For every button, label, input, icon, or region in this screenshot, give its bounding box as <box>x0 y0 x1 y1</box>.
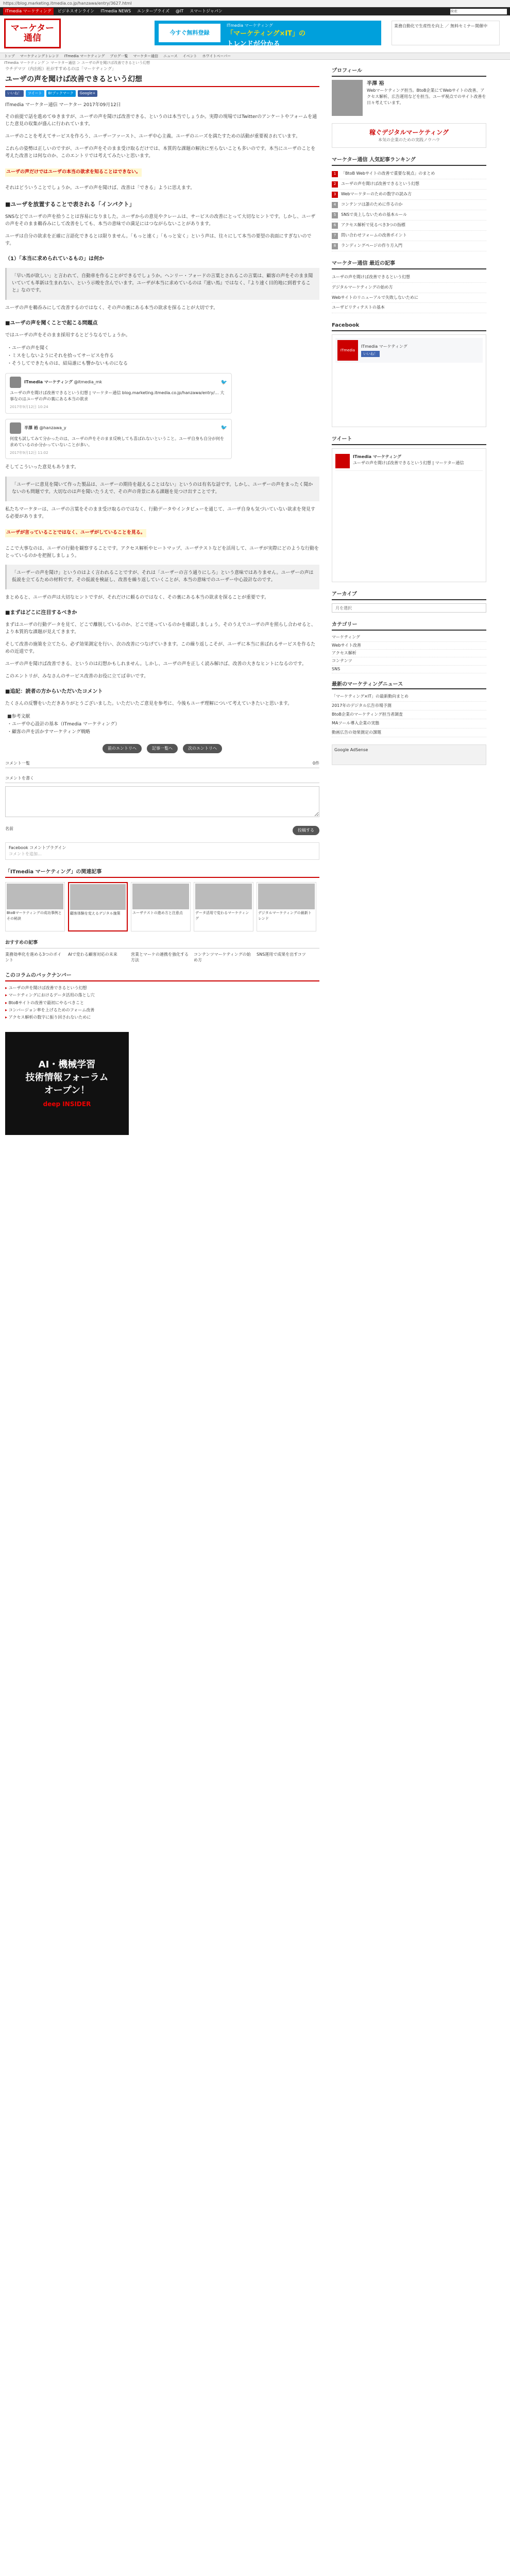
pick-item[interactable]: 営業とマーケの連携を強化する方法 <box>131 952 189 963</box>
main-nav <box>0 53 510 60</box>
tweet-body: 何度も試してみて分かったのは、ユーザの声をそのまま反映しても喜ばれないということ。ユーザ自身も自分が何を求めているのか分かっていないことが多い。 <box>10 436 224 447</box>
ranking-item[interactable]: 2 ユーザの声を聞けば改善できるという幻想 <box>332 179 486 190</box>
facebook-title: Facebook <box>332 320 486 331</box>
section-heading: ■追記：読者の方からいただいたコメント <box>5 688 103 694</box>
paragraph: その前提で話を進めてゆきますが、ユーザの声を聞けば改善できる、というのは本当でしょうか。実際の現場ではTwitterのアンケートやフォームを通じた意見の収集が盛んに行われています。 <box>5 114 317 127</box>
ranking-item[interactable]: 7 問い合わせフォームの改善ポイント <box>332 231 486 241</box>
mainnav-item-6[interactable]: イベント <box>182 54 197 58</box>
site-logo[interactable]: マーケター通信 <box>4 19 61 48</box>
comments-header <box>5 760 319 768</box>
marketing-banner[interactable] <box>332 123 486 148</box>
related-card[interactable]: データ活用で変わるマーケティング <box>194 882 253 931</box>
news-link[interactable]: 2017年のデジタル広告市場予測 <box>332 702 486 710</box>
top-nav <box>0 7 510 15</box>
ranking-item[interactable]: 8 ランディングページの作り方入門 <box>332 241 486 251</box>
category-link[interactable]: アクセス解析 <box>332 650 486 657</box>
paragraph: ユーザの声を鵜呑みにして改善するのではなく、その声の裏にある本当の欲求を探ることが大切です。 <box>5 305 218 311</box>
news-link[interactable]: BtoB企業のマーケティング担当者調査 <box>332 710 486 719</box>
recent-title: マーケター通信 最近の記事 <box>332 259 486 269</box>
header-banner[interactable] <box>155 21 381 48</box>
related-articles <box>5 882 319 931</box>
recent-item[interactable]: Webサイトのリニューアルで失敗しないために <box>332 293 486 303</box>
author-title: プロフィール <box>332 66 486 77</box>
banner-line3: トレンドが分かる <box>227 40 280 48</box>
tweet-button[interactable]: ツイート <box>26 90 44 97</box>
mk-banner-sub: 本気の企業のための実践ノウハウ <box>378 138 440 142</box>
sidebar <box>332 66 486 1145</box>
backnumber-link[interactable]: ▸ アクセス解析の数字に振り回されないために <box>5 1014 319 1021</box>
backnumber-list <box>5 985 319 1022</box>
fb-page-icon: ITmedia <box>337 340 358 361</box>
mk-banner-title: 稼ぐデジタルマーケティング <box>369 129 449 136</box>
tweet-author: 半澤 裕 @hanzawa_y <box>24 425 66 430</box>
section-heading: ■ユーザの声を聞くことで起こる問題点 <box>5 320 98 326</box>
blockquote: 「ユーザーの声を聞け」というのはよく言われることですが、それは「ユーザーの言う通りにしろ」という意味ではありません。ユーザーの声は仮説を立てるための材料です。その仮説を検証し、改善を繰り返していくことが、本当の意味でのユーザー中心設計なのです。 <box>5 565 319 589</box>
google-plus-button[interactable]: Google+ <box>78 90 98 97</box>
thumbnail <box>7 884 63 909</box>
fb-comment-input[interactable]: コメントを追加... <box>9 852 42 857</box>
mainnav-item-0[interactable]: トップ <box>4 54 15 58</box>
topnav-item-4[interactable]: @IT <box>175 9 184 13</box>
highlight-text: ユーザの声だけではユーザの本当の欲求を知ることはできない。 <box>5 168 142 177</box>
related-title: 「ITmedia マーケティング」の関連記事 <box>5 867 319 878</box>
pick-item[interactable]: SNS運用で成果を出すコツ <box>257 952 306 957</box>
avatar <box>335 454 350 468</box>
news-link[interactable]: 動画広告の効果測定の課題 <box>332 728 486 737</box>
backnumber-link[interactable]: ▸ BtoBサイトの改善で最初にやるべきこと <box>5 999 319 1007</box>
comment-form-footer <box>5 826 319 835</box>
pick-item[interactable]: 業務効率化を進める3つのポイント <box>5 952 62 963</box>
mainnav-item-4[interactable]: マーケター通信 <box>133 54 158 58</box>
ad-line1: AI・機械学習 <box>38 1059 96 1070</box>
tweet-author: ITmedia マーケティング @itmedia_mk <box>24 380 103 385</box>
ranking-item[interactable]: 4 コンテンツは誰のために作るのか <box>332 200 486 210</box>
news-box <box>332 681 486 737</box>
pick-item[interactable]: コンテンツマーケティングの始め方 <box>194 952 251 963</box>
list-item: ・ユーザの声を聞く <box>7 345 49 351</box>
tweet-time[interactable]: 2017年9月12日 10:24 <box>10 405 48 410</box>
paragraph: まずはユーザの行動データを見て、どこで離脱しているのか、どこで迷っているのかを確認しましょう。そのうえでユーザの声を照らし合わせると、より本質的な課題が見えてきます。 <box>5 622 316 635</box>
comment-submit-button[interactable]: 投稿する <box>293 826 319 835</box>
hatena-bookmark-button[interactable]: B!ブックマーク <box>46 90 76 97</box>
paragraph: SNSなどでユーザの声を拾うことは容易になりました。ユーザからの意見やクレームは、サービスの改善にとって大切なヒントです。しかし、ユーザの声をそのまま鵜呑みにして改善をしても、本当の意味での満足にはつながらないことがあります。 <box>5 214 316 227</box>
news-link[interactable]: 「マーケティング×IT」の最新動向まとめ <box>332 692 486 701</box>
ranking-item[interactable]: 1 「BtoB Webサイトの改善で重要な視点」のまとめ <box>332 169 486 179</box>
category-link[interactable]: マーケティング <box>332 634 486 641</box>
twitter-bird-icon: 🐦 <box>220 379 227 385</box>
article-meta: ITmedia マーケター通信 マーケター 2017年09月12日 <box>5 102 121 108</box>
ad-brand: deep INSIDER <box>43 1100 91 1108</box>
topnav-item-5[interactable]: スマートジャパン <box>190 9 223 13</box>
blockquote: 「ユーザーに意見を聞いて作った製品は、ユーザーの期待を超えることはない」というのは有名な話です。しかし、ユーザーの声をまったく聞かないのも問題です。大切なのは声を聞いたうえで、その声の背景にある課題を見つけ出すことです。 <box>5 477 319 501</box>
news-link[interactable]: MAツール導入企業の実態 <box>332 719 486 728</box>
topnav-item-3[interactable]: エンタープライズ <box>137 9 169 13</box>
url-bar[interactable] <box>0 0 510 7</box>
mainnav-item-5[interactable]: ニュース <box>163 54 178 58</box>
fb-comments-label: Facebook コメントプラグイン <box>9 845 66 851</box>
picks-row <box>5 952 319 963</box>
pick-item[interactable]: AIで変わる顧客対応の未来 <box>68 952 117 957</box>
paragraph: ではユーザの声をそのまま採用するとどうなるでしょうか。 <box>5 332 130 338</box>
twitter-box <box>332 434 486 582</box>
paragraph: そして改善の施策を立てたら、必ず効果測定を行い、次の改善につなげていきます。この繰り返しこそが、ユーザに本当に喜ばれるサービスを作るための近道です。 <box>5 642 316 655</box>
banner-button[interactable]: 今すぐ無料登録 <box>159 24 220 42</box>
thumbnail <box>132 884 189 909</box>
paragraph: それはどういうことでしょうか。ユーザの声を聞けば、改善は「できる」ように思えます。 <box>5 185 195 191</box>
reference-link[interactable]: ・顧客の声を活かすマーケティング戦略 <box>7 730 90 735</box>
archive-select[interactable]: 月を選択 <box>332 603 486 613</box>
ranking-item[interactable]: 3 Webマーケターのための数字の読み方 <box>332 190 486 200</box>
comments-count: 0件 <box>312 760 319 766</box>
avatar <box>10 377 21 388</box>
ranking-item[interactable]: 6 アクセス解析で見るべき3つの指標 <box>332 221 486 231</box>
twitter-bird-icon: 🐦 <box>220 425 227 431</box>
url-text: https://blog.marketing.itmedia.co.jp/hanzawa/entry/3627.html <box>3 1 132 6</box>
deep-insider-ad[interactable] <box>5 1032 129 1135</box>
tweet-body: ユーザの声を聞けば改善できるという幻想 | マーケター通信 <box>353 461 464 466</box>
mainnav-item-3[interactable]: ブログ一覧 <box>110 54 128 58</box>
tweet-author: ITmedia マーケティング <box>353 454 401 460</box>
fb-page-name[interactable]: ITmedia マーケティング <box>361 344 407 349</box>
section-heading: ■まずはどこに注目するべきか <box>5 610 77 616</box>
paragraph: このエントリが、みなさんのサービス改善のお役に立てば幸いです。 <box>5 673 149 679</box>
paragraph: ユーザは自分の欲求を正確に言語化できるとは限りません。「もっと速く」「もっと安く」という声は、往々にして本当の要望の表面にすぎないのです。 <box>5 233 312 246</box>
top-search-input[interactable] <box>450 9 507 14</box>
share-bar <box>5 90 319 97</box>
category-title: カテゴリー <box>332 620 486 631</box>
ranking-title: マーケター通信 人気記事ランキング <box>332 155 486 166</box>
paragraph: 私たちマーケターは、ユーザの言葉をそのまま受け取るのではなく、行動データやインタビューを通じて、ユーザ自身も気づいていない欲求を発見する必要があります。 <box>5 507 315 520</box>
mainnav-item-1[interactable]: マーケティングトレンド <box>20 54 59 58</box>
topnav-item-2[interactable]: ITmedia NEWS <box>100 9 131 13</box>
facebook-comments[interactable] <box>5 842 319 860</box>
facebook-page-plugin[interactable] <box>332 334 486 427</box>
article-category: ウチデマツ（内出松）社がすすめるのは「マーケティング」 <box>5 66 116 71</box>
comments-title: コメント一覧 <box>5 760 30 766</box>
prev-entry-button[interactable]: 前のエントリへ <box>103 744 142 753</box>
mainnav-item-7[interactable]: ホワイトペーパー <box>202 54 231 58</box>
embedded-tweet[interactable] <box>5 373 232 414</box>
entry-nav <box>5 744 319 753</box>
archive-box <box>332 589 486 613</box>
highlight-text: ユーザが言っていることではなく、ユーザがしていることを見る。 <box>5 529 146 537</box>
related-card[interactable]: BtoBマーケティングの成功事例とその秘訣 <box>5 882 65 931</box>
ranking-item[interactable]: 5 SNSで炎上しないための基本ルール <box>332 210 486 221</box>
recent-item[interactable]: デジタルマーケティングの始め方 <box>332 283 486 293</box>
news-title: 最新のマーケティングニュース <box>332 681 486 689</box>
list-item: ・そうしてできたものは、結局誰にも響かないものになる <box>7 361 128 367</box>
banner-line1: ITmedia マーケティング <box>227 23 273 28</box>
comment-form-title: コメントを書く <box>5 775 34 781</box>
entry-list-button[interactable]: 記事一覧へ <box>147 744 178 753</box>
archive-title: アーカイブ <box>332 589 486 600</box>
comment-form-header <box>5 775 319 783</box>
related-card[interactable]: ユーザテストの進め方と注意点 <box>131 882 191 931</box>
related-card[interactable]: 顧客体験を変えるデジタル施策 <box>68 882 128 931</box>
banner-line2: 「マーケティング×IT」の <box>227 30 306 38</box>
bullet-list <box>7 345 319 368</box>
paragraph: これらの姿勢は正しいのですが、ユーザの声をそのまま受け取るだけでは、本質的な課題の解決に至らないことも多いのです。本当にユーザのことを考えた改善とは何なのか、このエントリでは考えてみたいと思います。 <box>5 146 316 159</box>
reference-link[interactable]: ・ユーザ中心設計の基本（ITmedia マーケティング） <box>7 722 120 727</box>
paragraph: たくさんの反響をいただきありがとうございました。いただいたご意見を参考に、今後もユーザ理解について考えていきたいと思います。 <box>5 701 293 706</box>
author-bio: Webマーケティング担当。BtoB企業にてWebサイトの改善、アクセス解析、広告運用などを担当。ユーザ視点でのサイト改善を日々考えています。 <box>367 88 486 105</box>
section-heading: （1）「本当に求められているもの」は何か <box>5 256 104 262</box>
twitter-title: ツイート <box>332 434 486 445</box>
header-banner2[interactable]: 業務自動化で生産性を向上 ／ 無料セミナー開催中 <box>392 21 500 45</box>
topnav-item-0[interactable]: ITmedia マーケティング <box>3 8 54 15</box>
author-photo <box>332 80 363 116</box>
blockquote: 「早い馬が欲しい」と言われて、自動車を作ることができるでしょうか。ヘンリー・フォードの言葉とされるこの言葉は、顧客の声をそのまま聞いていても革新は生まれない、という示唆を含んでいます。ユーザが本当に求めているのは『速い馬』ではなく、『より速く目的地に到着すること』なのです。 <box>5 268 319 300</box>
ad-line2: 技術情報フォーラム <box>25 1072 109 1083</box>
main-column <box>5 66 319 1145</box>
reference-list <box>7 713 319 737</box>
tweet-body: ユーザの声を聞けば改善できるという幻想 | マーケター通信 blog.marketing.itmedia.co.jp/hanzawa/entry/… 大事なのはユーザの声の裏にある本当の欲求 <box>10 391 225 402</box>
paragraph: ユーザの声を聞けば改善できる、というのは幻想かもしれません。しかし、ユーザの声を正しく読み解けば、改善の大きなヒントになるのです。 <box>5 662 307 667</box>
breadcrumb: ITmedia マーケティング ＞ マーケター通信 ＞ ユーザの声を聞けば改善できるという幻想 <box>4 61 150 65</box>
backnumber-link[interactable]: ▸ マーケティングにおけるデータ活用の落とし穴 <box>5 992 319 999</box>
topnav-item-1[interactable]: ビジネスオンライン <box>57 9 95 13</box>
ad-banner[interactable]: Google AdSense <box>332 744 486 765</box>
paragraph: まとめると、ユーザの声は大切なヒントですが、それだけに頼るのではなく、その裏にある本当の欲求を探ることが重要です。 <box>5 595 269 601</box>
twitter-timeline[interactable] <box>332 448 486 582</box>
category-link[interactable]: SNS <box>332 666 486 673</box>
picks-title: おすすめの記事 <box>5 939 319 948</box>
backnumber-link[interactable]: ▸ ユーザの声を聞けば改善できるという幻想 <box>5 985 319 992</box>
paragraph: ユーザのことを考えてサービスを作ろう、ユーザーファースト、ユーザ中心主義。ユーザのニーズを満たすための活動が重要視されています。 <box>5 134 300 140</box>
paragraph: ここで大事なのは、ユーザの行動を観察することです。アクセス解析やヒートマップ、ユーザテストなどを活用して、ユーザが実際にどのような行動をとっているのかを把握しましょう。 <box>5 546 319 558</box>
site-header <box>0 15 510 53</box>
tweet-time[interactable]: 2017年9月12日 11:02 <box>10 450 48 455</box>
category-box <box>332 620 486 673</box>
ad-line3: オープン！ <box>44 1085 90 1096</box>
author-box <box>332 66 486 116</box>
backnumber-title: このコラムのバックナンバー <box>5 971 319 981</box>
avatar <box>10 422 21 434</box>
fb-like-button[interactable]: いいね！ <box>361 351 380 358</box>
embedded-tweet[interactable] <box>5 419 232 460</box>
category-link[interactable]: Webサイト改善 <box>332 642 486 650</box>
ranking-box <box>332 155 486 251</box>
reference-title: ■参考文献 <box>7 714 30 719</box>
comment-textarea[interactable] <box>5 786 319 817</box>
author-name[interactable]: 半澤 裕 <box>367 81 384 87</box>
recent-box <box>332 259 486 313</box>
facebook-like-button[interactable]: いいね！ <box>5 90 24 97</box>
thumbnail <box>70 884 126 910</box>
recent-item[interactable]: ユーザビリティテストの基本 <box>332 303 486 313</box>
next-entry-button[interactable]: 次のエントリへ <box>183 744 222 753</box>
backnumber-link[interactable]: ▸ コンバージョン率を上げるためのフォーム改善 <box>5 1007 319 1014</box>
recent-item[interactable]: ユーザの声を聞けば改善できるという幻想 <box>332 273 486 283</box>
category-link[interactable]: コンテンツ <box>332 657 486 665</box>
thumbnail <box>195 884 252 909</box>
thumbnail <box>258 884 315 909</box>
related-card[interactable]: デジタルマーケティングの最新トレンド <box>257 882 316 931</box>
facebook-box <box>332 320 486 427</box>
mainnav-item-2[interactable]: ITmedia マーケティング <box>64 54 105 58</box>
name-label: 名前 <box>5 826 13 832</box>
paragraph: そしてこういった意見もあります。 <box>5 465 79 470</box>
list-item: ・ミスをしないようにそれを拾ってサービスを作る <box>7 353 114 359</box>
article-title: ユーザの声を聞けば改善できるという幻想 <box>5 73 319 87</box>
section-heading: ■ユーザを放置することで表される「インパクト」 <box>5 200 135 208</box>
